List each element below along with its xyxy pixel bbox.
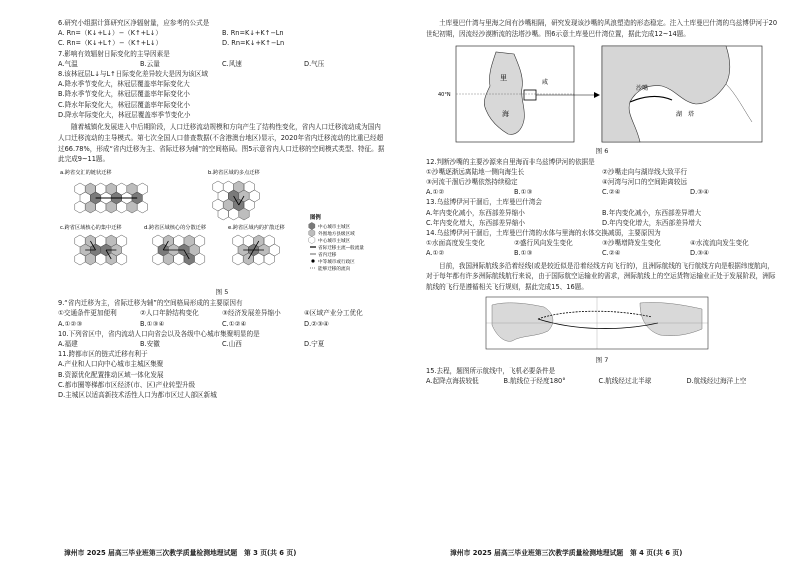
question-9-statements bbox=[58, 308, 386, 318]
question-10-option-c: C.山西 bbox=[222, 340, 242, 349]
figure-5-label-d: d.跨省区域核心的分散迁移 bbox=[144, 225, 207, 232]
question-12-statement-3: ③河流干涸后沙嘴依然持续稳定 bbox=[426, 178, 518, 186]
figure-5-label-b: b.跨省区域的多点迁移 bbox=[208, 170, 260, 177]
question-12-statement-1: ①沙嘴逐渐远离陆地一侧向海生长 bbox=[426, 167, 525, 176]
question-12-option-c: C.②④ bbox=[602, 188, 621, 197]
question-12-option-d: D.③④ bbox=[690, 188, 709, 197]
question-7-option-d: D.气压 bbox=[304, 59, 325, 68]
figure-6-map-label-3: 塔 bbox=[688, 110, 695, 118]
figure-5-diagram bbox=[58, 167, 386, 285]
figure-5-legend-item-3: 中心城市主城区 bbox=[318, 239, 351, 245]
passage-turkmenbashi: 土库曼巴什湾与里海之间有沙嘴相隔，研究发现该沙嘴的风浪塑造的形态稳定。注入土库曼巴什湾的乌兹博伊河于20世纪初期，因流经沙漠断流的法塔沙嘴。图6示意土库曼巴什湾位置，据此完成12~14题。 bbox=[426, 19, 778, 38]
question-7-option-a: A.气温 bbox=[58, 59, 78, 68]
figure-6-latitude-label: 40°N bbox=[438, 91, 451, 98]
question-15-option-c: C.航线经过北半球 bbox=[598, 377, 652, 386]
figure-7-caption: 图 7 bbox=[595, 356, 609, 365]
question-15-option-b: B.航线位于经度180° bbox=[503, 377, 566, 386]
question-15-options bbox=[426, 376, 778, 386]
figure-6-map bbox=[426, 44, 766, 144]
question-12-option-b: B.①③ bbox=[514, 188, 533, 197]
figure-6-lake-label: 咸 bbox=[542, 78, 549, 86]
question-11-option-a: A.产业和人口向中心城市主城区集聚 bbox=[58, 360, 164, 369]
question-12-stem: 12.判断沙嘴的主要沙源来自里海而非乌兹博伊河的依据是 bbox=[426, 157, 595, 166]
question-14-statements bbox=[426, 238, 778, 248]
question-7-option-c: C.风速 bbox=[222, 59, 242, 68]
figure-6-map-label-2: 湖 bbox=[676, 110, 683, 118]
figure-5-legend-item-5: 省内迁移 bbox=[318, 253, 337, 259]
question-13-option-b: B.年内变化减小，东西部差异增大 bbox=[602, 208, 701, 217]
figure-5-panel-e bbox=[233, 235, 280, 265]
question-12-statement-2: ②沙嘴走向与湖岸线大致平行 bbox=[602, 167, 688, 176]
question-11-option-b: B.资源优化配置推动区域一体化发展 bbox=[58, 370, 164, 379]
question-13-stem: 13.乌兹博伊河干涸后，土库曼巴什湾会 bbox=[426, 198, 542, 207]
figure-5-legend bbox=[309, 213, 365, 272]
figure-5 bbox=[58, 167, 386, 296]
question-13-option-c: C.年内变化增大，东西部差异缩小 bbox=[426, 218, 526, 227]
question-9-stem: 9.“省内迁移为主，省际迁移为辅”的空间格局形成的主要原因有 bbox=[58, 299, 243, 308]
question-9-option-d: D.②③④ bbox=[304, 319, 329, 328]
question-8-option-b: B.降水季节变化大，林冠层覆盖率年际变化小 bbox=[58, 90, 190, 99]
question-15-stem: 15.去程，题图所示航线中，飞机必要条件是 bbox=[426, 367, 556, 376]
question-14-stem: 14.乌兹博伊河干涸后，土库曼巴什湾的水体与里海的水体交换减弱，主要原因为 bbox=[426, 229, 661, 238]
question-9-statement-4: ④区域产业分工优化 bbox=[304, 309, 363, 318]
question-11-option-c: C.都市圈等梯都市区经济(市、区)产业转型升级 bbox=[58, 380, 196, 389]
passage-air-routes: 目前，我国洲际航线多沿着经线(或是较近似是沿着经线方向飞行的)，且洲际航线的飞行航线方向是根据纬度航向，对于每年都有许多洲际航线航行来说，由于国际航空运输业的需求，洲际航线上的空运货物运输业正处于发展阶段，洲际航线的飞行是遵循相关飞行规则，据此完成15、16题。 bbox=[426, 261, 776, 292]
question-10-option-a: A.福建 bbox=[58, 340, 78, 349]
question-8-option-d: D.降水年际变化大，林冠层覆盖率季节变化小 bbox=[58, 110, 191, 119]
question-15-option-a: A.起降点海拔较低 bbox=[426, 377, 479, 386]
figure-5-legend-item-6: 中等城市或行政区 bbox=[318, 260, 355, 266]
question-7-options bbox=[58, 59, 386, 69]
question-6-option-c: C. Rn=（K↓+L↑）−（K↑+L↓） bbox=[58, 39, 163, 48]
question-9-statement-2: ②人口年龄结构变化 bbox=[140, 309, 199, 318]
figure-5-legend-item-1: 中心城市主城区 bbox=[318, 225, 351, 231]
question-7-stem: 7.影响有效辐射日际变化的主导因素是 bbox=[58, 49, 170, 58]
figure-5-label-e: e.跨省区域内的扩散迁移 bbox=[228, 225, 285, 232]
question-8-option-c: C.降水年际变化大，林冠层覆盖率年际变化小 bbox=[58, 100, 190, 109]
figure-5-legend-item-4: 省际迁移主流—般流量 bbox=[318, 246, 364, 252]
figure-6-sea-label-2: 海 bbox=[502, 109, 509, 118]
question-12-statements-row-2 bbox=[426, 177, 778, 187]
question-12-options bbox=[426, 187, 778, 197]
question-9-statement-3: ③经济发展差异缩小 bbox=[222, 309, 281, 318]
right-page bbox=[400, 0, 800, 565]
question-10-stem: 10.下列省区中，省内流动人口向省会以及各级中心城市集聚明显的是 bbox=[58, 329, 260, 338]
question-12-statements-row-1 bbox=[426, 167, 778, 177]
question-13-option-d: D.年内变化增大，东西部差异增大 bbox=[602, 218, 702, 227]
figure-6-sea-label-1: 里 bbox=[500, 73, 507, 82]
question-9-statement-1: ①交通条件更加便利 bbox=[58, 309, 117, 318]
figure-5-panel-c bbox=[75, 235, 127, 265]
question-14-option-a: A.①② bbox=[426, 249, 445, 258]
question-6-options-row-1 bbox=[58, 28, 386, 38]
question-13-option-a: A.年内变化减小，东西部差异缩小 bbox=[426, 208, 525, 217]
footer-page-4: 漳州市 2025 届高三毕业班第三次教学质量检测地理试题 第 4 页(共 6 页) bbox=[450, 549, 683, 557]
question-6-stem: 6.研究小组据计算研究区净辐射量，应参考的公式是 bbox=[58, 19, 210, 27]
figure-5-label-a: a.跨省交汇的链状迁移 bbox=[60, 170, 112, 177]
passage-migration: 随着城镇化发展进入中后期阶段，人口迁移流动规模和方向产生了结构性变化，省内人口迁移流动成为国内人口迁移流动的主导模式。第七次全国人口普查数据(不含港澳台地区)显示，2020年省内迁移流动的比重已经超过66.78%，形成“省内迁移为主、省际迁移为辅”的空间格局。图5示意省内人口迁移的空间模式类型、特征。据此完成9~11题。 bbox=[58, 123, 385, 164]
question-11-stem: 11.跨都市区的链式迁移有利于 bbox=[58, 350, 148, 359]
question-12-option-a: A.①② bbox=[426, 188, 445, 197]
question-6-options-row-2 bbox=[58, 38, 386, 48]
figure-6 bbox=[426, 44, 778, 155]
question-8-option-a: A.降水季节变化大，林冠层覆盖率年际变化大 bbox=[58, 80, 190, 89]
figure-6-map-label-1: 沙嘴 bbox=[636, 84, 649, 92]
figure-5-legend-item-2: 外围地方县级区域 bbox=[318, 232, 355, 238]
figure-5-legend-title: 图例 bbox=[310, 215, 321, 222]
question-9-option-c: C.①②④ bbox=[222, 319, 247, 328]
question-10-option-b: B.安徽 bbox=[140, 340, 160, 349]
question-14-option-c: C.②④ bbox=[602, 249, 621, 258]
figure-5-caption: 图 5 bbox=[215, 288, 229, 297]
question-14-options bbox=[426, 248, 778, 258]
question-14-option-b: B.①③ bbox=[514, 249, 533, 258]
question-11-option-d: D.主城区以适高新技术活性人口为都市区过人部区新城 bbox=[58, 391, 217, 400]
figure-7-map bbox=[426, 295, 766, 353]
question-6-option-d: D. Rn=K↓+K↑−Ln bbox=[222, 39, 285, 48]
question-9-option-a: A.①②③ bbox=[58, 319, 83, 328]
question-9-options bbox=[58, 319, 386, 329]
question-10-options bbox=[58, 339, 386, 349]
figure-5-panel-a bbox=[75, 183, 148, 213]
question-14-statement-2: ②盛行风向发生变化 bbox=[514, 239, 573, 248]
figure-5-label-c: c.跨省区域核心的集中迁移 bbox=[60, 225, 122, 232]
figure-5-panel-b bbox=[213, 181, 260, 220]
figure-5-panel-d bbox=[153, 235, 205, 265]
footer-page-3: 漳州市 2025 届高三毕业班第三次教学质量检测地理试题 第 3 页(共 6 页) bbox=[64, 549, 297, 557]
question-14-option-d: D.③④ bbox=[690, 249, 709, 258]
question-6-option-a: A. Rn=（K↓+L↓）−（K↑+L↓） bbox=[58, 29, 162, 38]
question-15-option-d: D.航线经过海洋上空 bbox=[686, 377, 747, 386]
figure-7 bbox=[426, 295, 778, 364]
question-14-statement-3: ③沙嘴增降发生变化 bbox=[602, 239, 661, 248]
question-13-options-row-2 bbox=[426, 218, 778, 228]
figure-5-legend-item-7: 能够迁移的流向 bbox=[318, 267, 351, 273]
question-9-option-b: B.①③④ bbox=[140, 319, 165, 328]
question-8-stem: 8.该林冠层L↓与L↑日际变化差异较大是因为该区域 bbox=[58, 70, 208, 79]
question-14-statement-4: ④水流流向发生变化 bbox=[690, 239, 749, 248]
question-7-option-b: B.云量 bbox=[140, 59, 160, 68]
question-6-option-b: B. Rn=K↓+K↑−Ln bbox=[222, 29, 284, 38]
figure-6-caption: 图 6 bbox=[595, 146, 609, 155]
question-14-statement-1: ①水面高度发生变化 bbox=[426, 239, 485, 248]
question-12-statement-4: ④河湾与河口的空间距离较远 bbox=[602, 178, 688, 186]
question-13-options-row-1 bbox=[426, 208, 778, 218]
question-10-option-d: D.宁夏 bbox=[304, 340, 325, 349]
